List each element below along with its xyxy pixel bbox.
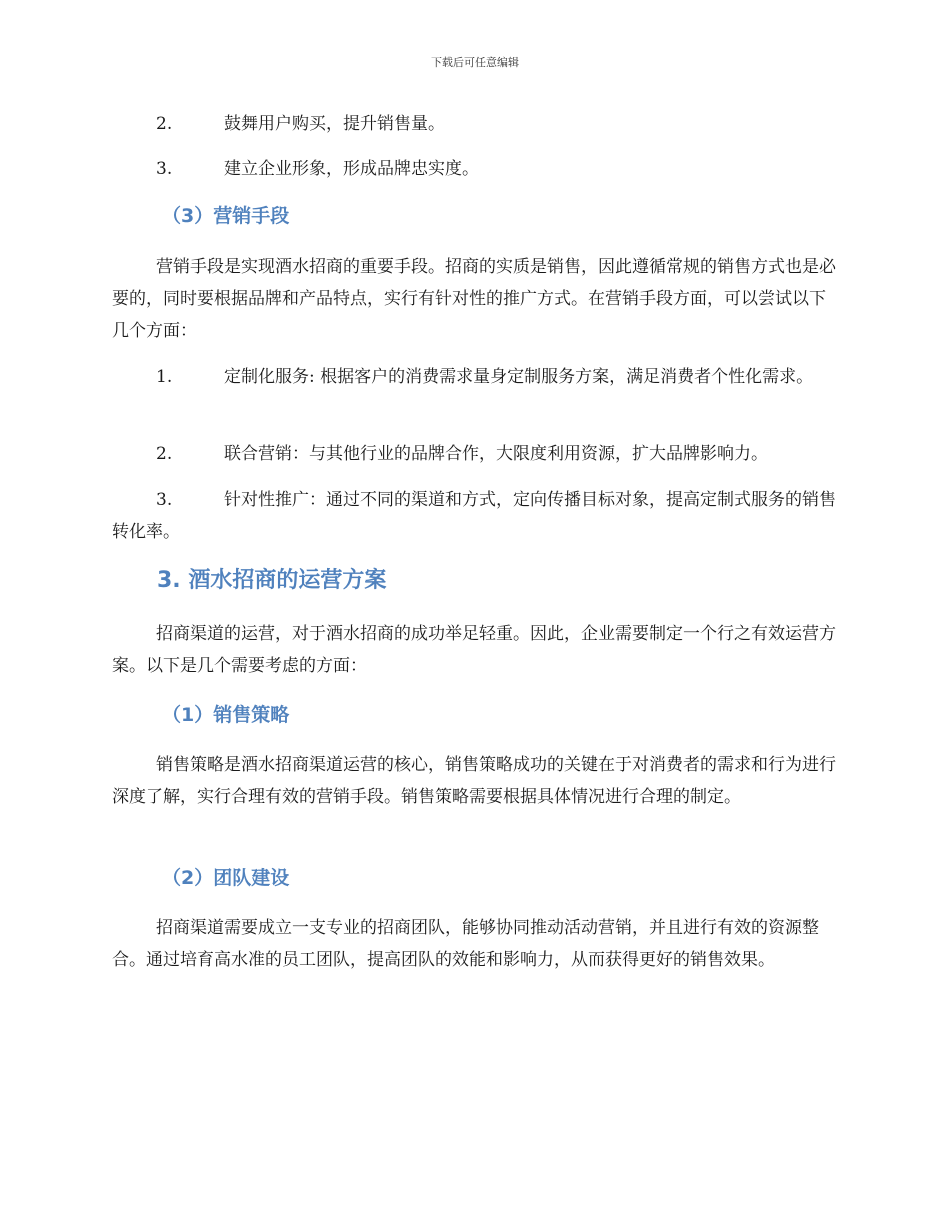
list-text: 建立企业形象，形成品牌忠实度。 <box>224 159 479 179</box>
paragraph-text: 营销手段是实现酒水招商的重要手段。招商的实质是销售，因此遵循常规的销售方式也是必要的，同时要根据品牌和产品特点，实行有针对性的推广方式。在营销手段方面，可以尝试以下几个方面： <box>112 257 836 341</box>
list-item <box>112 153 840 185</box>
list-item <box>112 108 840 140</box>
list-number: 3. <box>156 490 173 510</box>
section-heading-operations: 3. 酒水招商的运营方案 <box>157 568 387 593</box>
section-heading-sales: （1）销售策略 <box>162 704 290 726</box>
paragraph-text: 销售策略是酒水招商渠道运营的核心，销售策略成功的关键在于对消费者的需求和行为进行深度了解，实行合理有效的营销手段。销售策略需要根据具体情况进行合理的制定。 <box>112 755 836 807</box>
list-text: 针对性推广：通过不同的渠道和方式，定向传播目标对象，提高定制式服务的销售转化率。 <box>112 490 836 542</box>
list-item <box>112 361 840 393</box>
paragraph-text: 招商渠道的运营，对于酒水招商的成功举足轻重。因此，企业需要制定一个行之有效运营方案。以下是几个需要考虑的方面： <box>112 624 836 676</box>
section-heading-team: （2）团队建设 <box>162 867 290 889</box>
list-number: 3. <box>156 159 173 179</box>
paragraph-operations <box>112 618 840 682</box>
list-number: 1. <box>156 367 173 387</box>
list-item <box>112 484 840 548</box>
paragraph-sales <box>112 749 840 813</box>
list-number: 2. <box>156 114 173 134</box>
list-text: 定制化服务: 根据客户的消费需求量身定制服务方案，满足消费者个性化需求。 <box>224 367 814 387</box>
list-item <box>112 438 840 470</box>
list-number: 2. <box>156 444 173 464</box>
paragraph-marketing <box>112 251 840 347</box>
section-heading-marketing: （3）营销手段 <box>162 205 290 227</box>
paragraph-text: 招商渠道需要成立一支专业的招商团队，能够协同推动活动营销，并且进行有效的资源整合。通过培育高水准的员工团队，提高团队的效能和影响力，从而获得更好的销售效果。 <box>112 918 819 970</box>
paragraph-team <box>112 912 840 976</box>
page-header: 下载后可任意编辑 <box>431 56 519 69</box>
list-text: 联合营销：与其他行业的品牌合作，大限度利用资源，扩大品牌影响力。 <box>224 444 768 464</box>
list-text: 鼓舞用户购买，提升销售量。 <box>224 114 445 134</box>
